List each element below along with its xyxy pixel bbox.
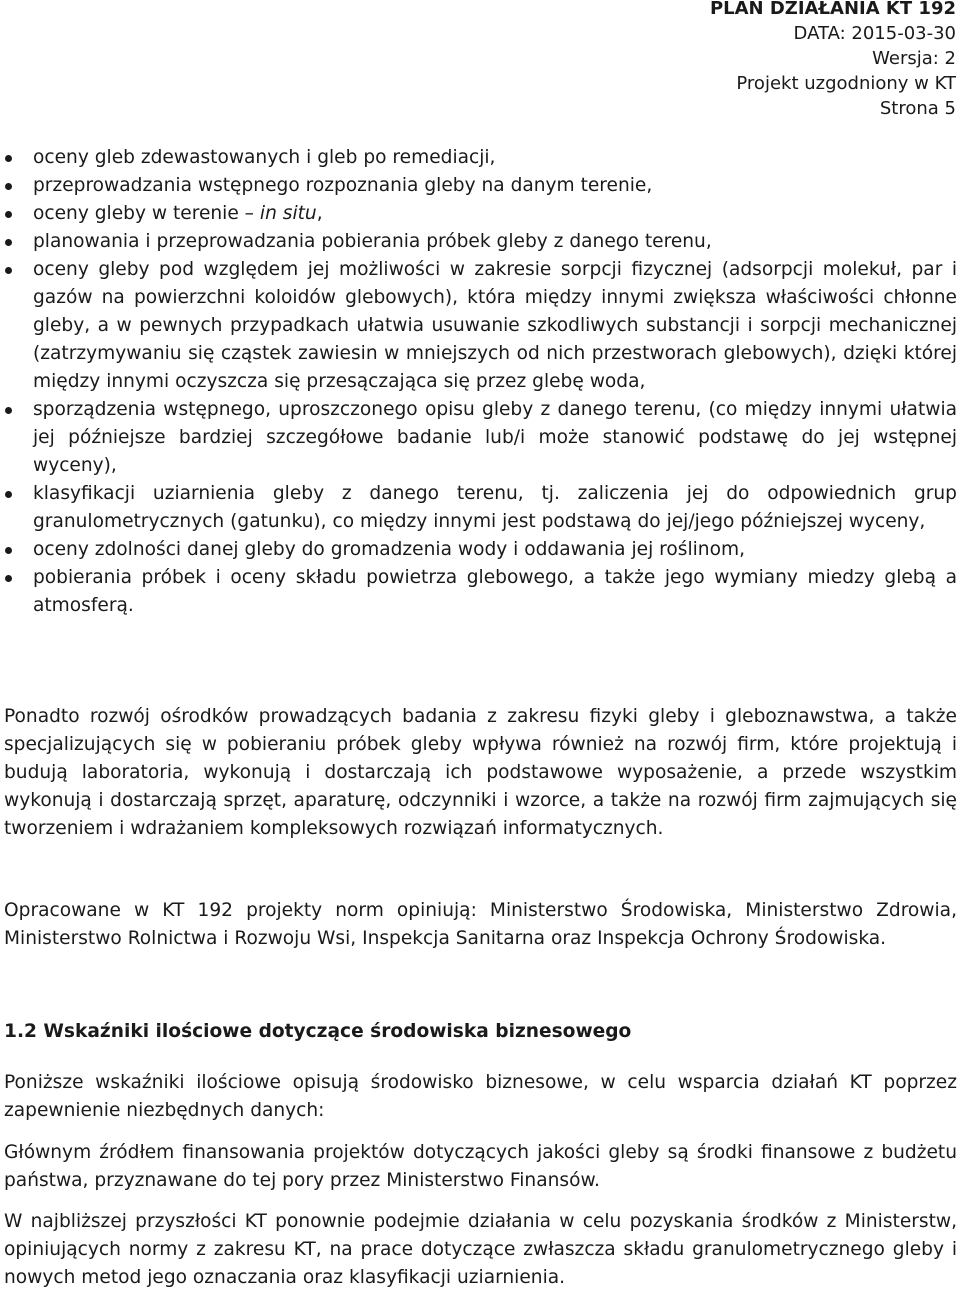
header-page-number: Strona 5 [879,98,956,119]
page-header [710,0,956,121]
bullet-icon [5,547,12,554]
bullet-icon [5,183,12,190]
paragraph-funding: Głównym źródłem finansowania projektów dotyczących jakości gleby są środki finansowe z budżetu państwa, przyznawane do tej pory przez Ministerstwo Finansów. [4,1142,957,1191]
bullet-icon [5,267,12,274]
list-item [0,480,957,536]
list-item [0,396,957,480]
list-item-text: przeprowadzania wstępnego rozpoznania gleby na danym terenie, [33,175,653,196]
list-item-text: oceny gleb zdewastowanych i gleb po remediacji, [33,147,496,168]
header-title: PLAN DZIAŁANIA KT 192 [709,0,956,19]
list-item [0,200,957,228]
paragraph-indicators: Poniższe wskaźniki ilościowe opisują środowisko biznesowe, w celu wsparcia działań KT poprzez zapewnienie niezbędnych danych: [4,1072,957,1121]
bullet-icon [5,239,12,246]
bullet-icon [5,407,12,414]
list-item-italic-text: in situ [259,203,317,224]
bullet-icon [5,211,12,218]
section-heading: 1.2 Wskaźniki ilościowe dotyczące środowiska biznesowego [4,1021,632,1042]
list-item [0,172,957,200]
bullet-icon [5,575,12,582]
list-item-text: planowania i przeprowadzania pobierania próbek gleby z danego terenu, [33,231,712,252]
list-item-text: pobierania próbek i oceny składu powietrza glebowego, a także jego wymiany miedzy glebą a atmosferą. [33,567,957,616]
list-item [0,536,957,564]
bullet-list [0,144,957,620]
list-item-text: klasyfikacji uziarnienia gleby z danego terenu, tj. zaliczenia jej do odpowiednich grup granulometrycznych (gatunku), co między innymi jest podstawą do jej/jego późniejszej wyceny, [33,483,957,532]
list-item [0,564,957,620]
list-item-text: oceny gleby pod względem jej możliwości w zakresie sorpcji fizycznej (adsorpcji molekuł, par i gazów na powierzchni koloidów glebowych), która między innymi zwiększa właściwości chłonne gleby, a w pewnych przypadkach ułatwia usuwanie szkodliwych substancji i sorpcji mechanicznej (zatrzymywaniu się cząstek zawiesin w mniejszych od nich przestworach glebowych), dzięki której między innymi oczyszcza się przesączająca się przez glebę woda, [33,259,957,392]
paragraph-development: Ponadto rozwój ośrodków prowadzących badania z zakresu fizyki gleby i gleboznawstwa, a także specjalizujących się w pobieraniu próbek gleby wpływa również na rozwój firm, które projektują i budują laboratoria, wykonują i dostarczają ich podstawowe wyposażenie, a przede wszystkim wykonują i dostarczają sprzęt, aparaturę, odczynniki i wzorce, a także na rozwój firm zajmujących się tworzeniem i wdrażaniem kompleksowych rozwiązań informatycznych. [4,706,957,839]
header-status: Projekt uzgodniony w KT [736,73,956,94]
list-item [0,144,957,172]
list-item [0,256,957,396]
list-item [0,228,957,256]
list-item-text: oceny zdolności danej gleby do gromadzenia wody i oddawania jej roślinom, [33,539,745,560]
paragraph-opinions: Opracowane w KT 192 projekty norm opiniują: Ministerstwo Środowiska, Ministerstwo Zdrowia, Ministerstwo Rolnictwa i Rozwoju Wsi, Inspekcja Sanitarna oraz Inspekcja Ochrony Środowiska. [4,900,957,949]
header-version: Wersja: 2 [872,48,956,69]
bullet-icon [5,155,12,162]
bullet-icon [5,491,12,498]
header-date: DATA: 2015-03-30 [793,23,956,44]
paragraph-future-actions: W najbliższej przyszłości KT ponownie podejmie działania w celu pozyskania środków z Ministerstw, opiniujących normy z zakresu KT, na prace dotyczące zwłaszcza składu granulometrycznego gleby i nowych metod jego oznaczania oraz klasyfikacji uziarnienia. [4,1211,957,1288]
list-item-text-end: , [316,203,323,224]
list-item-text: sporządzenia wstępnego, uproszczonego opisu gleby z danego terenu, (co między innymi ułatwia jej późniejsze bardziej szczegółowe badanie lub/i może stanowić podstawę do jej wstępnej wyceny), [33,399,957,476]
list-item-text: oceny gleby w terenie – [33,203,260,224]
